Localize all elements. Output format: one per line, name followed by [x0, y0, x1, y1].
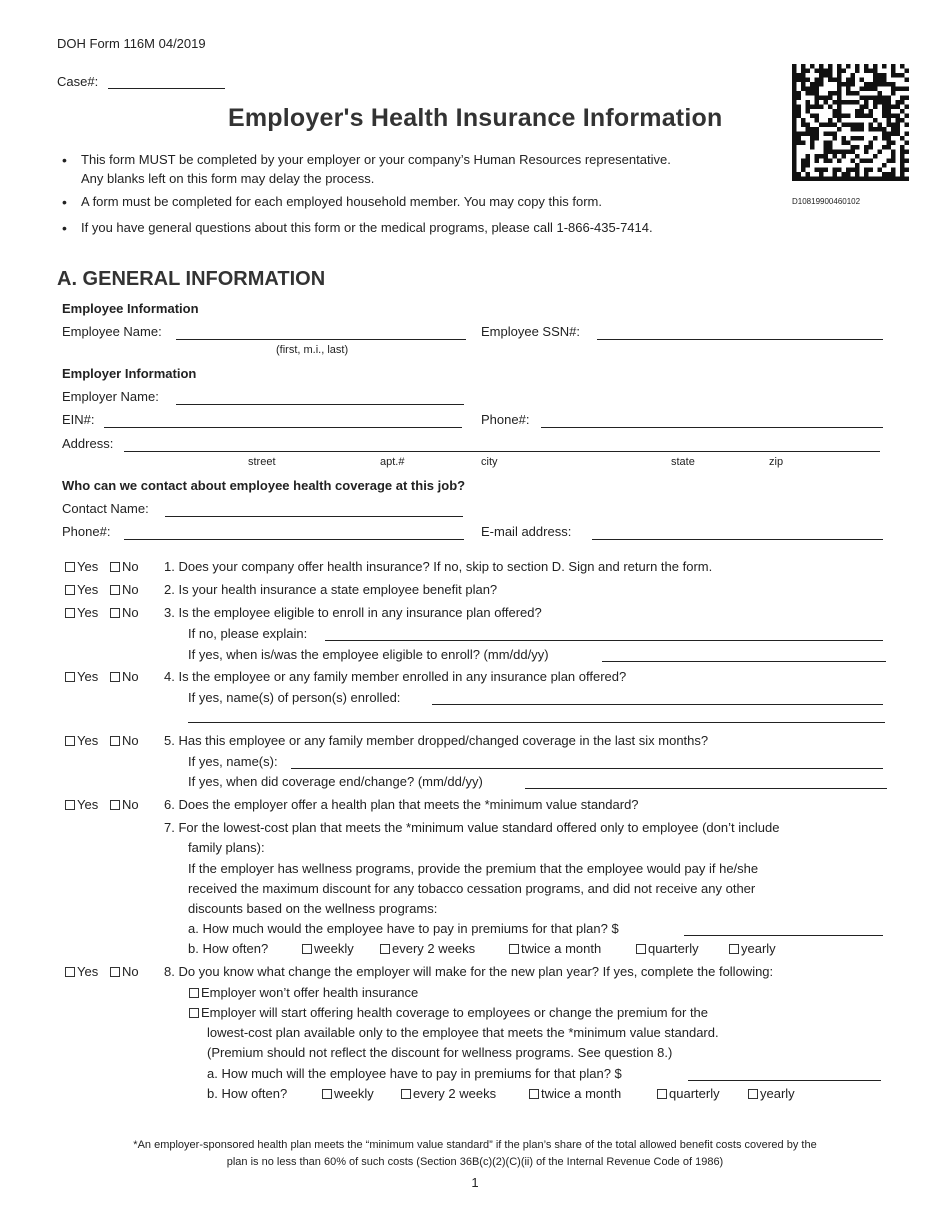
q8-start-offering-option[interactable]: Employer will start offering health coverage to employees or change the premium for the — [189, 1005, 708, 1020]
instruction-2: A form must be completed for each employed household member. You may copy this form. — [81, 194, 602, 209]
checkbox-icon[interactable] — [380, 944, 390, 954]
q7a-amount-field[interactable] — [684, 935, 883, 936]
checkbox-icon[interactable] — [110, 967, 120, 977]
checkbox-icon[interactable] — [65, 800, 75, 810]
page-number: 1 — [471, 1175, 479, 1190]
employer-info-heading: Employer Information — [62, 366, 197, 381]
q7b-quarterly-option[interactable]: quarterly — [636, 941, 699, 956]
address-apt-hint: apt.# — [380, 456, 405, 468]
question-4: 4. Is the employee or any family member enrolled in any insurance plan offered? — [164, 669, 627, 684]
employer-phone-label: Phone#: — [481, 412, 530, 427]
q7a-label: a. How much would the employee have to pay in premiums for that plan? $ — [188, 921, 619, 936]
barcode-number: D10819900460102 — [792, 197, 861, 206]
contact-name-field[interactable] — [165, 516, 463, 517]
q8b-every-2-weeks-option[interactable]: every 2 weeks — [401, 1086, 496, 1101]
q4-enrolled-field-2[interactable] — [188, 722, 885, 723]
checkbox-icon[interactable] — [636, 944, 646, 954]
q3-explain-field[interactable] — [325, 640, 883, 641]
q7b-yearly-option[interactable]: yearly — [729, 941, 776, 956]
question-8: 8. Do you know what change the employer will make for the new plan year? If yes, complete the following: — [164, 964, 774, 979]
checkbox-icon[interactable] — [322, 1089, 332, 1099]
email-field[interactable] — [592, 539, 883, 540]
q2-yes-option[interactable]: Yes — [65, 582, 98, 597]
instruction-3: If you have general questions about this form or the medical programs, please call 1-866-435-7414. — [81, 220, 653, 235]
question-3: 3. Is the employee eligible to enroll in any insurance plan offered? — [164, 605, 542, 620]
instruction-1: This form MUST be completed by your employer or your company’s Human Resources representative. — [81, 152, 671, 167]
q1-no-option[interactable]: No — [110, 559, 139, 574]
checkbox-icon[interactable] — [509, 944, 519, 954]
checkbox-icon[interactable] — [110, 800, 120, 810]
checkbox-icon[interactable] — [65, 672, 75, 682]
footnote-line-2: plan is no less than 60% of such costs (Section 36B(c)(2)(C)(ii) of the Internal Revenue Code of 1986) — [226, 1156, 724, 1168]
checkbox-icon[interactable] — [65, 967, 75, 977]
employee-ssn-label: Employee SSN#: — [481, 324, 580, 339]
q4-yes-option[interactable]: Yes — [65, 669, 98, 684]
checkbox-icon[interactable] — [110, 672, 120, 682]
q7b-label: b. How often? — [188, 941, 269, 956]
checkbox-icon[interactable] — [110, 736, 120, 746]
employee-info-heading: Employee Information — [62, 301, 199, 316]
question-7-line-4: received the maximum discount for any tobacco cessation programs, and did not receive any other — [188, 881, 756, 896]
contact-phone-label: Phone#: — [62, 524, 111, 539]
ein-field[interactable] — [104, 427, 462, 428]
case-field[interactable] — [108, 88, 225, 89]
q4-enrolled-label: If yes, name(s) of person(s) enrolled: — [188, 690, 401, 705]
q5-yes-option[interactable]: Yes — [65, 733, 98, 748]
ein-label: EIN#: — [62, 412, 95, 427]
employer-name-field[interactable] — [176, 404, 464, 405]
q7b-every-2-weeks-option[interactable]: every 2 weeks — [380, 941, 475, 956]
checkbox-icon[interactable] — [657, 1089, 667, 1099]
q3-eligible-date-label: If yes, when is/was the employee eligible to enroll? (mm/dd/yy) — [188, 647, 549, 662]
checkbox-icon[interactable] — [748, 1089, 758, 1099]
checkbox-icon[interactable] — [729, 944, 739, 954]
q5-end-date-field[interactable] — [525, 788, 887, 789]
section-a-heading: A. GENERAL INFORMATION — [57, 268, 326, 290]
q8-option-line-3: (Premium should not reflect the discount for wellness programs. See question 8.) — [207, 1045, 673, 1060]
checkbox-icon[interactable] — [65, 562, 75, 572]
employer-phone-field[interactable] — [541, 427, 883, 428]
address-city-hint: city — [481, 456, 498, 468]
question-7-line-2: family plans): — [188, 840, 265, 855]
q8b-twice-a-month-option[interactable]: twice a month — [529, 1086, 621, 1101]
question-6: 6. Does the employer offer a health plan that meets the *minimum value standard? — [164, 797, 639, 812]
checkbox-icon[interactable] — [110, 585, 120, 595]
q8a-amount-field[interactable] — [688, 1080, 881, 1081]
q4-no-option[interactable]: No — [110, 669, 139, 684]
q8-yes-option[interactable]: Yes — [65, 964, 98, 979]
contact-heading: Who can we contact about employee health coverage at this job? — [62, 478, 466, 493]
q1-yes-option[interactable]: Yes — [65, 559, 98, 574]
case-label: Case#: — [57, 74, 99, 89]
employee-name-hint: (first, m.i., last) — [276, 344, 349, 356]
contact-phone-field[interactable] — [124, 539, 464, 540]
q3-no-option[interactable]: No — [110, 605, 139, 620]
q8-no-insurance-option[interactable]: Employer won’t offer health insurance — [189, 985, 418, 1000]
q5-end-date-label: If yes, when did coverage end/change? (mm/dd/yy) — [188, 774, 483, 789]
q3-yes-option[interactable]: Yes — [65, 605, 98, 620]
q7b-twice-a-month-option[interactable]: twice a month — [509, 941, 601, 956]
q5-no-option[interactable]: No — [110, 733, 139, 748]
form-id: DOH Form 116M 04/2019 — [57, 36, 206, 51]
contact-name-label: Contact Name: — [62, 501, 149, 516]
q8a-label: a. How much will the employee have to pay in premiums for that plan? $ — [207, 1066, 622, 1081]
bullet-icon: • — [62, 194, 67, 210]
q8-no-option[interactable]: No — [110, 964, 139, 979]
question-7-line-3: If the employer has wellness programs, provide the premium that the employee would pay if he/she — [188, 861, 759, 876]
checkbox-icon[interactable] — [401, 1089, 411, 1099]
question-2: 2. Is your health insurance a state employee benefit plan? — [164, 582, 498, 597]
checkbox-icon[interactable] — [529, 1089, 539, 1099]
employee-ssn-field[interactable] — [597, 339, 883, 340]
q8b-yearly-option[interactable]: yearly — [748, 1086, 795, 1101]
bullet-icon: • — [62, 152, 67, 168]
q8-option-line-2: lowest-cost plan available only to the employee that meets the *minimum value standard. — [207, 1025, 719, 1040]
q6-yes-option[interactable]: Yes — [65, 797, 98, 812]
q8b-label: b. How often? — [207, 1086, 288, 1101]
address-street-hint: street — [248, 456, 276, 468]
q6-no-option[interactable]: No — [110, 797, 139, 812]
employer-name-label: Employer Name: — [62, 389, 159, 404]
checkbox-icon[interactable] — [302, 944, 312, 954]
q5-names-field[interactable] — [291, 768, 883, 769]
question-7-line-5: discounts based on the wellness programs: — [188, 901, 438, 916]
email-label: E-mail address: — [481, 524, 572, 539]
q8b-weekly-option[interactable]: weekly — [322, 1086, 374, 1101]
checkbox-icon[interactable] — [189, 988, 199, 998]
instruction-1b: Any blanks left on this form may delay the process. — [81, 171, 375, 186]
checkbox-icon[interactable] — [110, 608, 120, 618]
checkbox-icon[interactable] — [189, 1008, 199, 1018]
q8b-quarterly-option[interactable]: quarterly — [657, 1086, 720, 1101]
question-7: 7. For the lowest-cost plan that meets the *minimum value standard offered only to employee (don’t include — [164, 820, 780, 835]
q2-no-option[interactable]: No — [110, 582, 139, 597]
q3-explain-label: If no, please explain: — [188, 626, 308, 641]
checkbox-icon[interactable] — [110, 562, 120, 572]
q7b-weekly-option[interactable]: weekly — [302, 941, 354, 956]
checkbox-icon[interactable] — [65, 736, 75, 746]
question-5: 5. Has this employee or any family member dropped/changed coverage in the last six months? — [164, 733, 709, 748]
address-zip-hint: zip — [769, 456, 784, 468]
employee-name-field[interactable] — [176, 339, 466, 340]
datamatrix-barcode-icon — [792, 64, 909, 181]
address-state-hint: state — [671, 456, 695, 468]
q4-enrolled-field[interactable] — [432, 704, 883, 705]
checkbox-icon[interactable] — [65, 608, 75, 618]
checkbox-icon[interactable] — [65, 585, 75, 595]
footnote-line-1: *An employer-sponsored health plan meets the “minimum value standard” if the plan’s share of the total allowed benefit costs covered by the — [133, 1139, 817, 1151]
address-label: Address: — [62, 436, 114, 451]
q5-names-label: If yes, name(s): — [188, 754, 278, 769]
address-field[interactable] — [124, 451, 880, 452]
page-title: Employer's Health Insurance Information — [228, 104, 723, 132]
q3-eligible-date-field[interactable] — [602, 661, 886, 662]
question-1: 1. Does your company offer health insurance? If no, skip to section D. Sign and return the form. — [164, 559, 713, 574]
bullet-icon: • — [62, 220, 67, 236]
employee-name-label: Employee Name: — [62, 324, 162, 339]
